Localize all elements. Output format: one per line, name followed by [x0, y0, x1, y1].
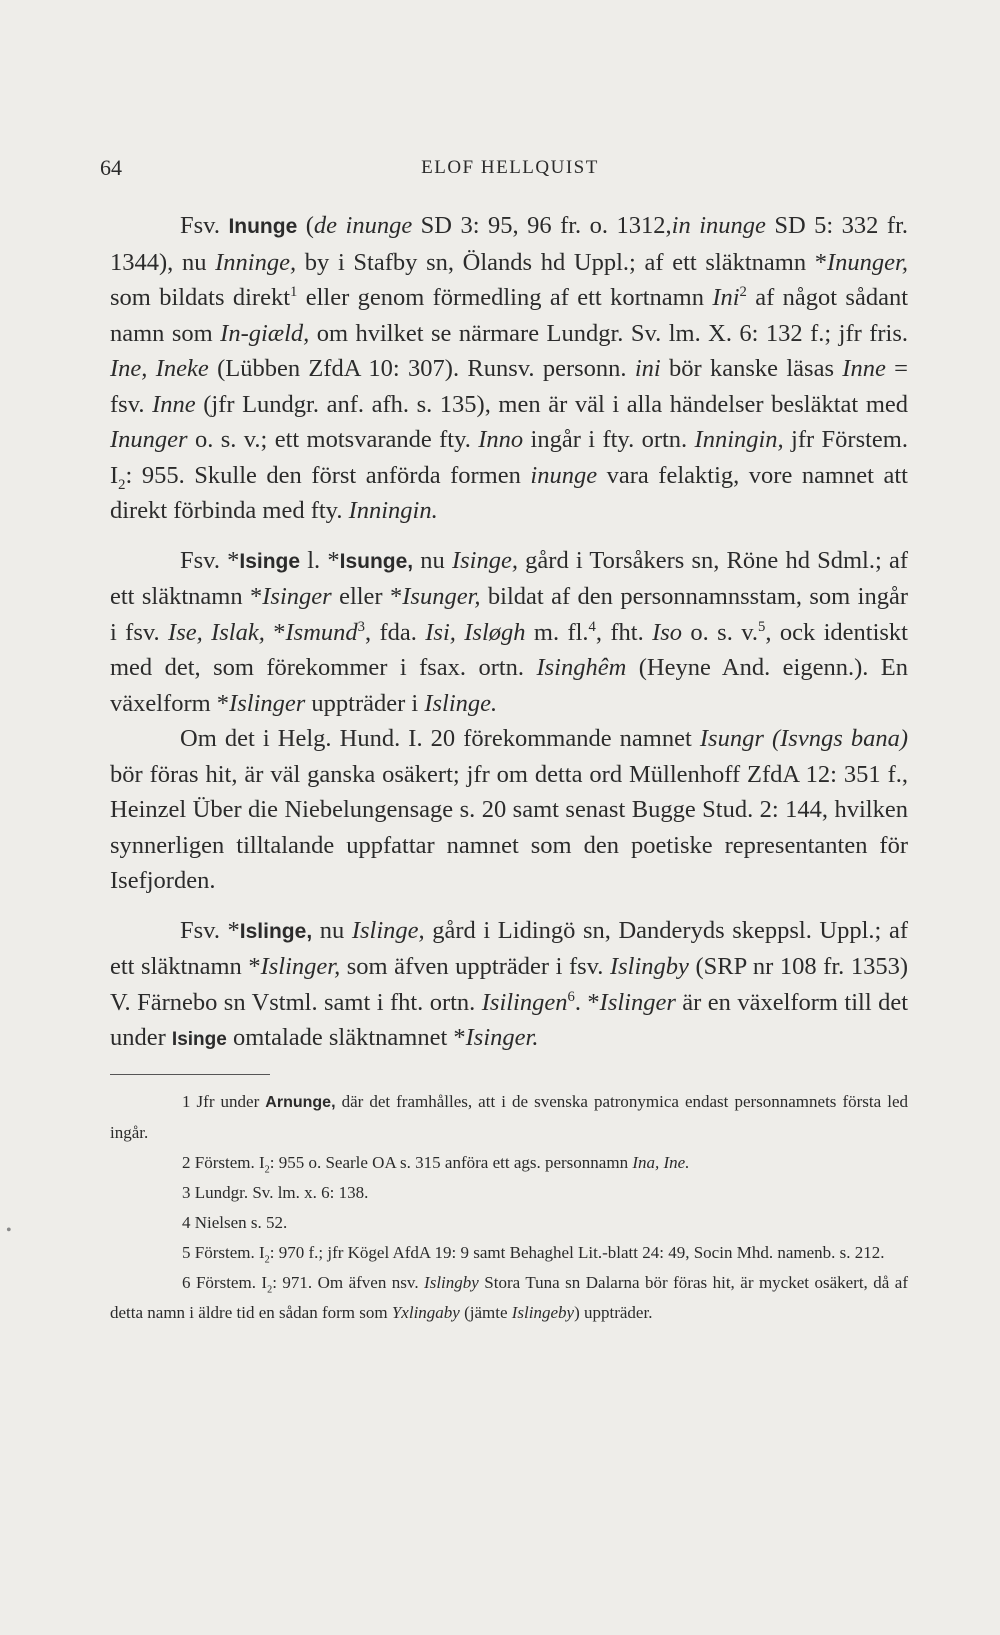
- entry-isinge: Fsv. *Isinge l. *Isunge, nu Isinge, gård i Torsåkers sn, Röne hd Sdml.; af ett släktnamn *Isinger eller *Isunger, bildat af den personnamnsstam, som ingår i fsv. Ise, Islak, *Ismund$^3$, fda. Isi, Isløgh m. fl.$^4$, fht. Iso o. s. v.$^5$, ock identiskt med det, som förekommer i fsax. ortn. Isinghêm (Heyne And. eigenn.). En växelform *Islinger uppträder i Islinge.: [110, 546, 909, 717]
- headword: Inunge: [228, 215, 298, 238]
- footnote-6: 6 Förstem. $I_2$: 971. Om äfven nsv. Islingby Stora Tuna sn Dalarna bör föras hit, är mycket osäkert, då af detta namn i äldre tid en sådan form som Yxlingaby (jämte Islingeby) uppträder.: [110, 1272, 909, 1322]
- footnote-4: 4 Nielsen s. 52.: [182, 1212, 288, 1232]
- page-header: [100, 155, 920, 185]
- footnote-ref: 6: [567, 988, 575, 1005]
- footnote-ref: 2: [739, 283, 747, 300]
- margin-mark: •: [6, 1222, 12, 1239]
- running-head: ELOF HELLQUIST: [421, 157, 599, 178]
- headword: Isinge: [239, 549, 301, 573]
- entry-islinge: Fsv. *Islinge, nu Islinge, gård i Lidingö sn, Danderyds skeppsl. Uppl.; af ett släktnamn *Islinger, som äfven uppträder i fsv. Islingby (SRP nr 108 fr. 1353) V. Färnebo sn Vstml. samt i fht. ortn. Isilingen$^6$. *Islinger är en växelform till det under Isinge omtalade släktnamnet *Isinger.: [110, 916, 909, 1051]
- headword-ref: Isinge: [171, 1029, 227, 1050]
- entry-isungr-note: Om det i Helg. Hund. I. 20 förekommande namnet Isungr (Isvngs bana) bör föras hit, är väl ganska osäkert; jfr om detta ord Müllenhoff ZfdA 12: 351 f., Heinzel Über die Niebelungensage s. 20 samt senast Bugge Stud. 2: 144, hvilken synnerligen tilltalande uppfattar namnet som den poetiske representanten för Isefjorden.: [110, 725, 908, 894]
- footnote-2: 2 Förstem. $I_2$: 955 o. Searle OA s. 315 anföra ett ags. personnamn Ina, Ine.: [182, 1152, 690, 1175]
- headword: Islinge,: [239, 919, 313, 943]
- footnote-ref: 3: [357, 618, 365, 635]
- footnote-ref: 1: [290, 283, 298, 300]
- footnote-divider: [110, 1074, 270, 1075]
- footnote-ref: 5: [758, 618, 766, 635]
- footnote-5: 5 Förstem. $I_2$: 970 f.; jfr Kögel AfdA 19: 9 samt Behaghel Lit.-blatt 24: 49, Socin Mhd. namenb. s. 212.: [182, 1242, 885, 1265]
- page-body: [110, 208, 908, 1328]
- headword: Isunge,: [339, 549, 414, 573]
- footnote-3: 3 Lundgr. Sv. lm. x. 6: 138.: [182, 1182, 369, 1202]
- footnote-1: 1 Jfr under Arnunge, där det framhålles, att i de svenska patronymica endast personnamnets första led ingår.: [110, 1091, 908, 1142]
- entry-inunge: Fsv. Inunge (de inunge SD 3: 95, 96 fr. o. 1312,in inunge SD 5: 332 fr. 1344), nu Inninge, by i Stafby sn, Ölands hd Uppl.; af ett släktnamn *Inunger, som bildats direkt$^1$ eller genom förmedling af ett kortnamn Ini$^2$ af något sådant namn som In-giæld, om hvilket se närmare Lundgr. Sv. lm. X. 6: 132 f.; jfr fris. Ine, Ineke (Lübben ZfdA 10: 307). Runsv. personn. ini bör kanske läsas Inne = fsv. Inne (jfr Lundgr. anf. afh. s. 135), men är väl i alla händelser besläktat med Inunger o. s. v.; ett motsvarande fty. Inno ingår i fty. ortn. Inningin, jfr Förstem. $I_2$: 955. Skulle den först anförda formen inunge vara felaktig, vore namnet att direkt förbinda med fty. Inningin.: [110, 212, 909, 524]
- footnote-ref: 4: [588, 618, 596, 635]
- page-number: 64: [100, 155, 122, 180]
